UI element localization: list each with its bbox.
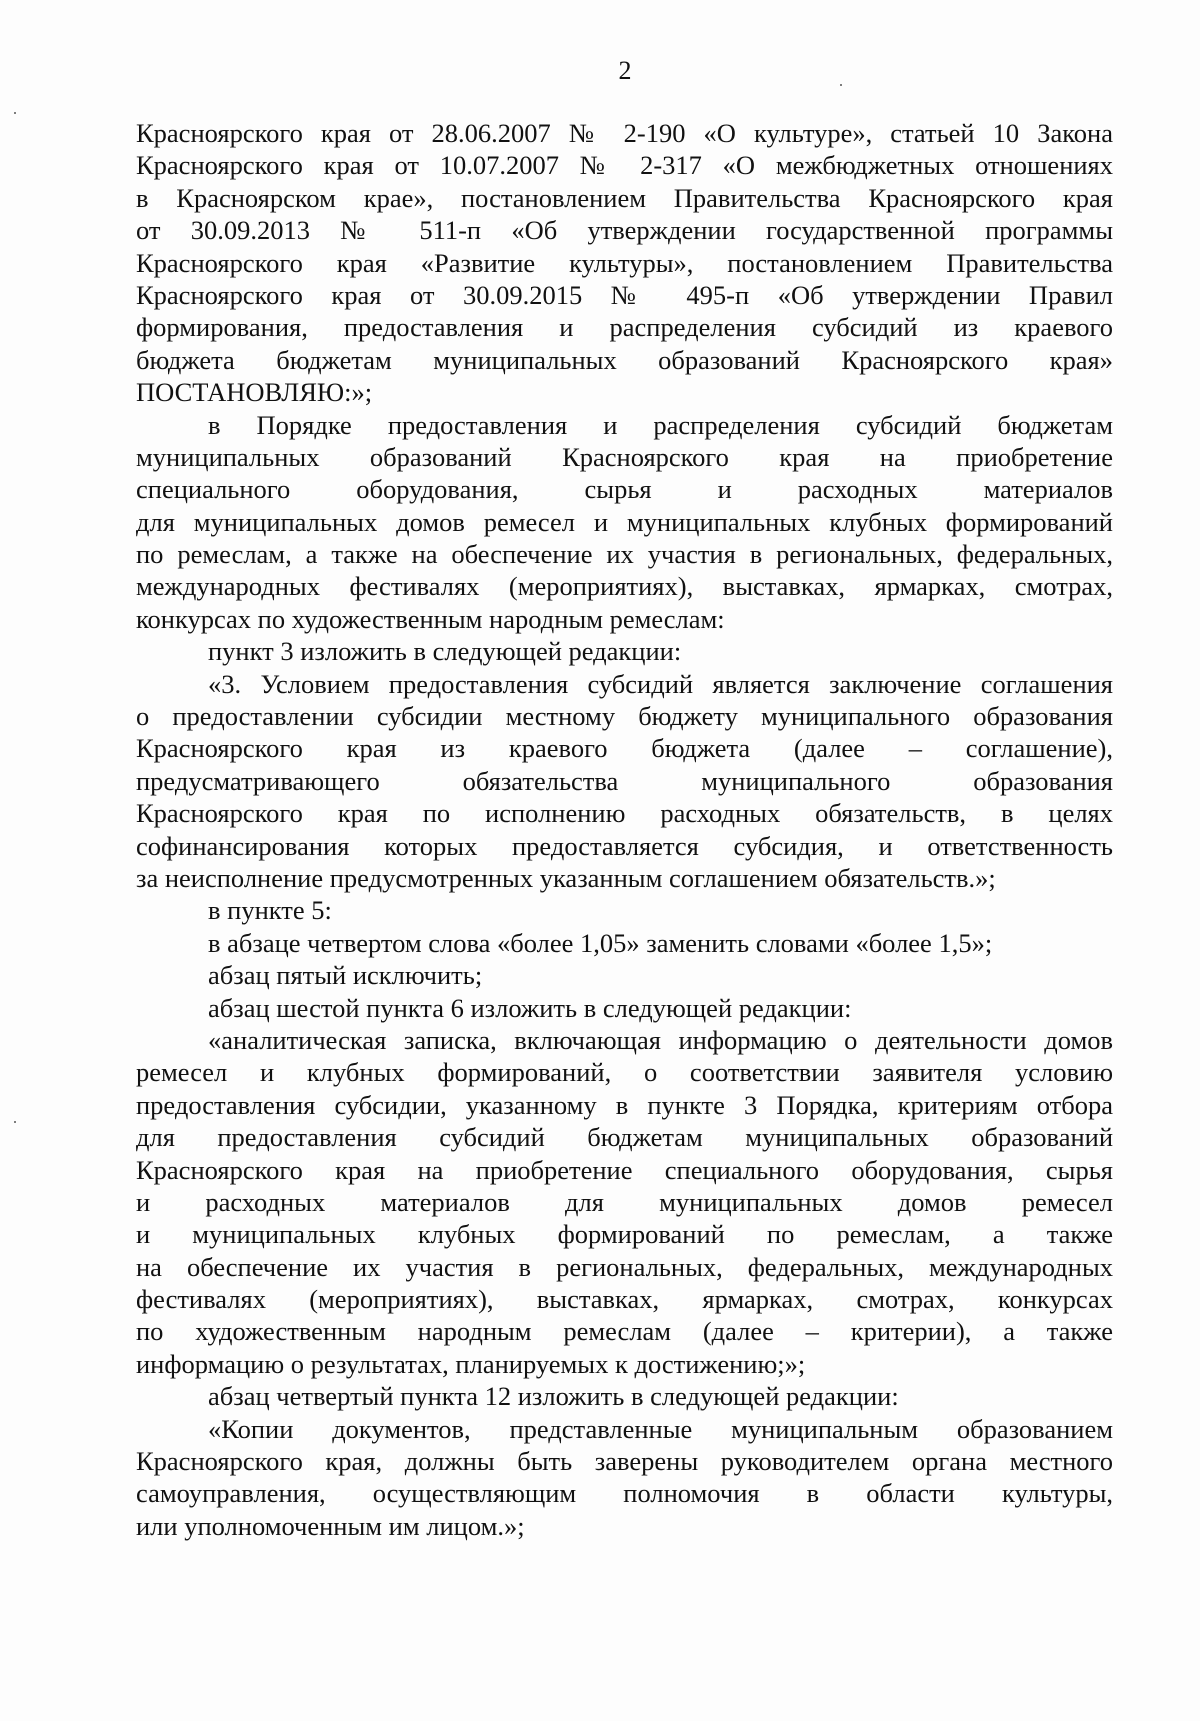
- scan-speck: [840, 84, 842, 86]
- text-line: предусматривающего обязательства муниципального образования: [136, 765, 1113, 796]
- text-line: софинансирования которых предоставляется субсидия, и ответственность: [136, 830, 1113, 861]
- text-line: Красноярского края из краевого бюджета (далее – соглашение),: [136, 733, 1113, 764]
- scan-speck: [14, 1121, 16, 1123]
- text-line: за неисполнение предусмотренных указанным соглашением обязательств.»;: [136, 862, 996, 893]
- text-line: Красноярского края «Развитие культуры», постановлением Правительства: [136, 247, 1113, 278]
- text-line: предоставления субсидии, указанному в пункте 3 Порядка, критериям отбора: [136, 1089, 1113, 1120]
- text-line: для муниципальных домов ремесел и муниципальных клубных формирований: [136, 506, 1113, 537]
- scan-speck: [14, 112, 16, 114]
- text-line: международных фестивалях (мероприятиях), выставках, ярмарках, смотрах,: [136, 571, 1113, 602]
- text-line: абзац пятый исключить;: [208, 960, 483, 991]
- text-line: абзац шестой пункта 6 изложить в следующей редакции:: [208, 992, 852, 1023]
- text-line: бюджета бюджетам муниципальных образований Красноярского края»: [136, 344, 1113, 375]
- text-line: абзац четвертый пункта 12 изложить в следующей редакции:: [208, 1381, 899, 1412]
- text-line: Красноярского края от 30.09.2015 № 495-п «Об утверждении Правил: [136, 279, 1113, 310]
- text-line: или уполномоченным им лицом.»;: [136, 1510, 525, 1541]
- text-line: Красноярского края от 28.06.2007 № 2-190 «О культуре», статьей 10 Закона: [136, 118, 1113, 148]
- text-line: конкурсах по художественным народным ремеслам:: [136, 603, 725, 634]
- text-line: по художественным народным ремеслам (далее – критерии), а также: [136, 1316, 1113, 1347]
- text-line: Красноярского края от 10.07.2007 № 2-317 «О межбюджетных отношениях: [136, 150, 1113, 181]
- text-line: для предоставления субсидий бюджетам муниципальных образований: [136, 1122, 1113, 1153]
- text-line: в Порядке предоставления и распределения субсидий бюджетам: [208, 409, 1113, 440]
- text-line: и расходных материалов для муниципальных домов ремесел: [136, 1186, 1113, 1217]
- text-line: ремесел и клубных формирований, о соответствии заявителя условию: [136, 1057, 1113, 1088]
- page-number: 2: [618, 56, 632, 85]
- text-line: «3. Условием предоставления субсидий является заключение соглашения: [208, 668, 1113, 699]
- text-line: специального оборудования, сырья и расходных материалов: [136, 474, 1113, 505]
- text-line: Красноярского края, должны быть заверены руководителем органа местного: [136, 1446, 1113, 1477]
- text-line: в пункте 5:: [208, 895, 332, 926]
- text-line: в абзаце четвертом слова «более 1,05» заменить словами «более 1,5»;: [208, 927, 993, 958]
- text-line: от 30.09.2013 № 511-п «Об утверждении государственной программы: [136, 215, 1113, 246]
- text-line: самоуправления, осуществляющим полномочия в области культуры,: [136, 1478, 1113, 1509]
- text-line: по ремеслам, а также на обеспечение их участия в региональных, федеральных,: [136, 539, 1113, 570]
- text-line: ПОСТАНОВЛЯЮ:»;: [136, 377, 373, 408]
- text-line: информацию о результатах, планируемых к достижению;»;: [136, 1348, 806, 1379]
- text-line: и муниципальных клубных формирований по ремеслам, а также: [136, 1219, 1113, 1250]
- text-line: «Копии документов, представленные муниципальным образованием: [208, 1413, 1113, 1444]
- text-line: фестивалях (мероприятиях), выставках, ярмарках, смотрах, конкурсах: [136, 1284, 1113, 1315]
- text-line: муниципальных образований Красноярского края на приобретение: [136, 441, 1113, 472]
- text-line: на обеспечение их участия в региональных, федеральных, международных: [136, 1251, 1113, 1282]
- text-line: «аналитическая записка, включающая информацию о деятельности домов: [208, 1024, 1113, 1055]
- text-line: в Красноярском крае», постановлением Правительства Красноярского края: [136, 182, 1113, 213]
- document-body: [136, 117, 1113, 1542]
- text-line: формирования, предоставления и распределения субсидий из краевого: [136, 312, 1113, 343]
- text-line: пункт 3 изложить в следующей редакции:: [208, 636, 682, 667]
- text-line: Красноярского края на приобретение специального оборудования, сырья: [136, 1154, 1113, 1185]
- text-line: о предоставлении субсидии местному бюджету муниципального образования: [136, 701, 1113, 732]
- text-line: Красноярского края по исполнению расходных обязательств, в целях: [136, 798, 1113, 829]
